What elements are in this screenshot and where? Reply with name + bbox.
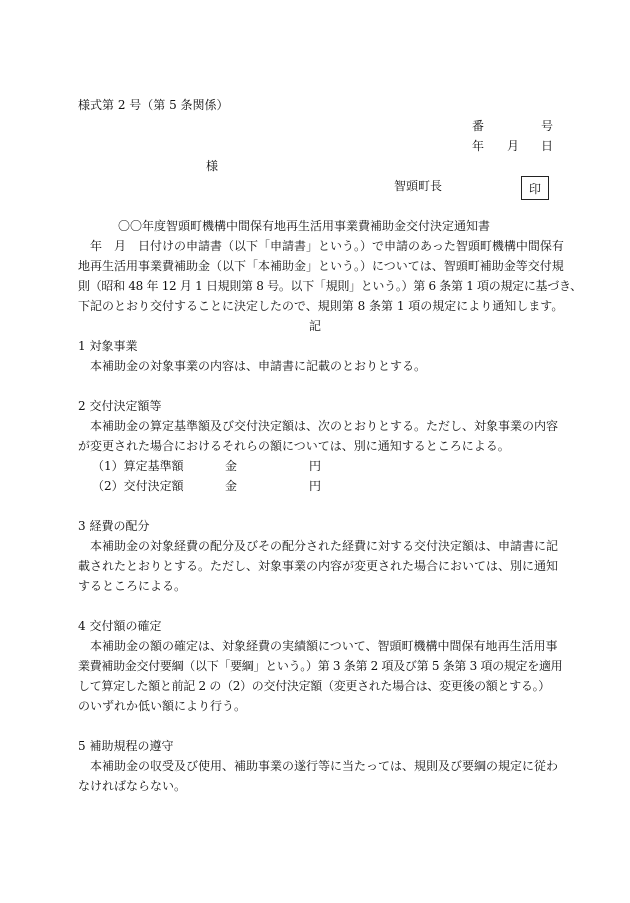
section-4-line: 業費補助金交付要綱（以下「要綱」という。）第 3 条第 2 項及び第 5 条第 3 項の規定を適用 xyxy=(78,659,563,673)
amount-item-en: 円 xyxy=(309,479,322,493)
seal-box xyxy=(521,176,549,200)
intro-line: 下記のとおり交付することに決定したので、規則第 8 条第 1 項の規定により通知します。 xyxy=(78,299,564,313)
section-2-heading: 2 交付決定額等 xyxy=(78,399,162,413)
section-5-line: なければならない。 xyxy=(78,779,187,793)
amount-item-kin: 金 xyxy=(225,459,238,473)
seal-label: 印 xyxy=(528,181,541,196)
section-2-line: が変更された場合におけるそれらの額については、別に通知するところによる。 xyxy=(78,439,510,453)
section-4-line: して算定した額と前記 2 の（2）の交付決定額（変更された場合は、変更後の額とする。） xyxy=(78,679,551,693)
section-5-line: 本補助金の収受及び使用、補助事業の遂行等に当たっては、規則及び要綱の規定に従わ xyxy=(90,759,559,773)
section-4-line: 本補助金の額の確定は、対象経費の実績額について、智頭町機構中間保有地再生活用事 xyxy=(90,639,558,653)
number-ban: 番 xyxy=(472,119,485,133)
section-2-line: 本補助金の算定基準額及び交付決定額は、次のとおりとする。ただし、対象事業の内容 xyxy=(90,419,559,433)
intro-line: 地再生活用事業費補助金（以下「本補助金」という。）については、智頭町補助金等交付規 xyxy=(78,259,564,273)
amount-item-en: 円 xyxy=(309,459,322,473)
section-3-heading: 3 経費の配分 xyxy=(78,519,150,533)
ki-heading: 記 xyxy=(309,319,322,333)
section-4-heading: 4 交付額の確定 xyxy=(78,619,162,633)
section-1-line: 本補助金の対象事業の内容は、申請書に記載のとおりとする。 xyxy=(90,359,427,373)
document-title: 〇〇年度智頭町機構中間保有地再生活用事業費補助金交付決定通知書 xyxy=(118,219,491,233)
section-3-line: 本補助金の対象経費の配分及びその配分された経費に対する交付決定額は、申請書に記 xyxy=(90,539,559,553)
intro-line: 年 月 日付けの申請書（以下「申請書」という。）で申請のあった智頭町機構中間保有 xyxy=(78,239,564,253)
amount-item-label: （2）交付決定額 xyxy=(92,479,184,493)
section-3-line: 載されたとおりとする。ただし、対象事業の内容が変更された場合においては、別に通知 xyxy=(78,559,559,573)
intro-line: 則（昭和 48 年 12 月 1 日規則第 8 号。以下「規則」という。）第 6 条第 1 項の規定に基づき、 xyxy=(78,279,582,293)
amount-item-label: （1）算定基準額 xyxy=(92,459,184,473)
section-3-line: するところによる。 xyxy=(78,579,187,593)
number-go: 号 xyxy=(541,119,554,133)
section-4-line: のいずれか低い額により行う。 xyxy=(78,699,247,713)
date-month: 月 xyxy=(507,139,520,153)
section-1-heading: 1 対象事業 xyxy=(78,339,138,353)
addressee-suffix: 様 xyxy=(206,159,219,173)
date-year: 年 xyxy=(472,139,485,153)
section-5-heading: 5 補助規程の遵守 xyxy=(78,739,174,753)
issuer-name: 智頭町長 xyxy=(394,179,443,193)
date-day: 日 xyxy=(541,139,554,153)
amount-item-kin: 金 xyxy=(225,479,238,493)
form-label: 様式第 2 号（第 5 条関係） xyxy=(78,98,229,112)
